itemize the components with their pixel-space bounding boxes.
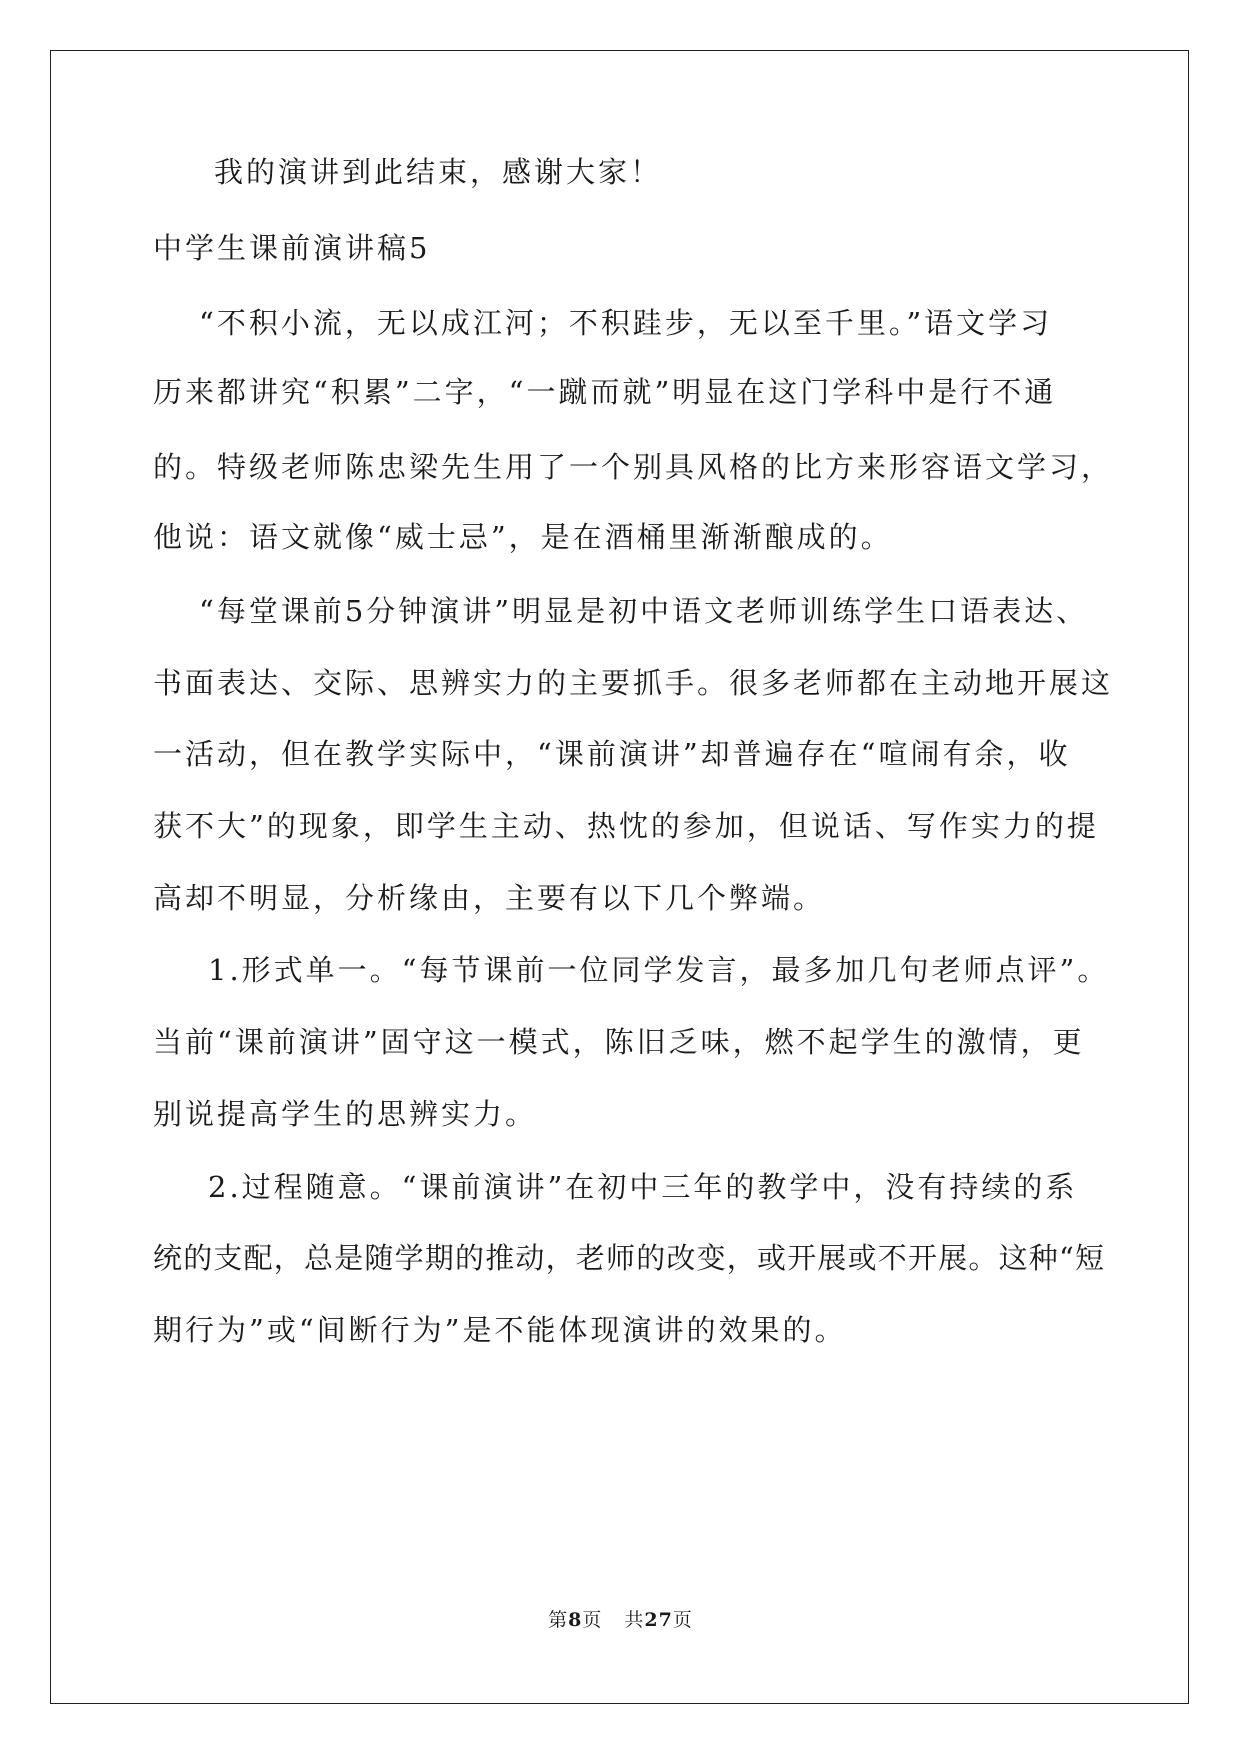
paragraph-line: 2.过程随意。“课前演讲”在初中三年的教学中，没有持续的系 <box>208 1170 1078 1204</box>
paragraph-line: 一活动，但在教学实际中，“课前演讲”却普遍存在“喧闹有余，收 <box>153 737 1071 771</box>
paragraph-line: 别说提高学生的思辨实力。 <box>153 1097 538 1131</box>
paragraph-line: 我的演讲到此结束，感谢大家！ <box>214 155 663 189</box>
paragraph-line: 期行为”或“间断行为”是不能体现演讲的效果的。 <box>153 1313 847 1347</box>
page-number: 8 <box>568 1609 583 1631</box>
paragraph-line: 他说：语文就像“威士忌”，是在酒桶里渐渐酿成的。 <box>153 520 893 554</box>
total-prefix: 共 <box>624 1609 645 1631</box>
paragraph-line: 书面表达、交际、思辨实力的主要抓手。很多老师都在主动地开展这 <box>153 666 1114 700</box>
paragraph-line: 统的支配，总是随学期的推动，老师的改变，或开展或不开展。这种“短 <box>153 1241 1106 1275</box>
total-suffix: 页 <box>672 1609 693 1631</box>
paragraph-line: 的。特级老师陈忠梁先生用了一个别具风格的比方来形容语文学习， <box>153 450 1114 484</box>
page-border <box>50 50 1189 1704</box>
paragraph-line: “每堂课前5分钟演讲”明显是初中语文老师训练学生口语表达、 <box>199 594 1089 628</box>
paragraph-line: 获不大”的现象，即学生主动、热忱的参加，但说话、写作实力的提 <box>153 809 1099 843</box>
section-heading: 中学生课前演讲稿5 <box>153 231 431 265</box>
paragraph-line: 高却不明显，分析缘由，主要有以下几个弊端。 <box>153 881 826 915</box>
page-suffix: 页 <box>582 1609 603 1631</box>
paragraph-line: “不积小流，无以成江河；不积跬步，无以至千里。”语文学习 <box>199 306 1053 340</box>
paragraph-line: 当前“课前演讲”固守这一模式，陈旧乏味，燃不起学生的激情，更 <box>153 1025 1085 1059</box>
paragraph-line: 历来都讲究“积累”二字，“一蹴而就”明显在这门学科中是行不通 <box>153 375 1057 409</box>
page-footer <box>0 1608 1241 1632</box>
total-pages: 27 <box>644 1609 673 1631</box>
paragraph-line: 1.形式单一。“每节课前一位同学发言，最多加几句老师点评”。 <box>208 953 1110 987</box>
page-prefix: 第 <box>548 1609 569 1631</box>
